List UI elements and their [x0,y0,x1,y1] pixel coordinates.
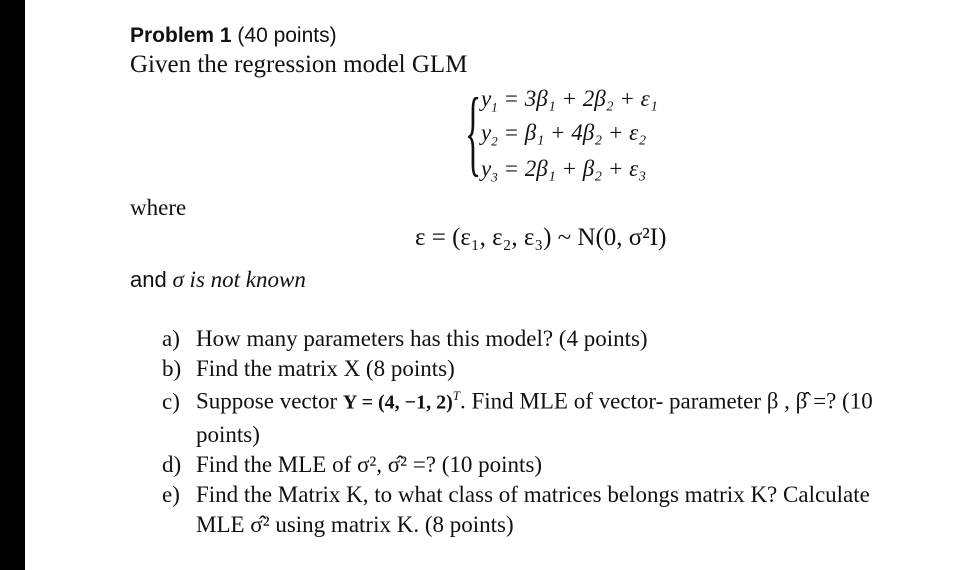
equation-system [465,80,725,192]
question-c-cont-text: points) [196,422,260,447]
question-b-label: b) [162,356,182,381]
equation-1 [481,86,658,116]
and-prefix: and [130,267,167,292]
question-e-continuation [162,512,514,538]
question-e-text: Find the Matrix K, to what class of matrices belongs matrix K? Calculate [196,482,870,507]
problem-heading: Problem 1 [130,24,232,47]
eq3-rhs: = 2β₁ + β₂ + ε₃ [503,156,647,181]
eq2-rhs: = β₁ + 4β₂ + ε₂ [503,120,647,145]
equation-3 [481,156,646,186]
question-b-text: Find the matrix X (8 points) [196,356,455,381]
eq3-sub: 3 [491,169,498,185]
eq1-sub: 1 [491,99,498,115]
sigma-note-text: σ is not known [172,267,306,292]
question-a [162,326,648,352]
eq1-lhs: y [481,86,492,111]
question-d [162,452,542,478]
eq2-lhs: y [481,120,492,145]
where-label: where [130,195,187,220]
question-a-text: How many parameters has this model? (4 points) [196,326,648,351]
question-b [162,356,455,382]
question-c-continuation [162,422,260,448]
error-distribution: ε = (ε₁, ε₂, ε₃) ~ N(0, σ²I) [415,224,667,251]
eq1-rhs: = 3β₁ + 2β₂ + ε₁ [503,86,658,111]
question-e-label: e) [162,482,180,507]
eq2-sub: 2 [491,133,498,149]
question-d-label: d) [162,452,182,477]
question-e-cont-text: MLE σ̂² using matrix K. (8 points) [196,512,514,537]
document-page [25,0,975,570]
equation-2 [481,120,646,150]
question-c-label: c) [162,388,180,414]
question-c-text-after: . Find MLE of vector- parameter β , β̂ =? (10 [459,388,873,414]
question-d-text: Find the MLE of σ², σ̂² =? (10 points) [196,452,543,477]
question-e [162,482,870,508]
question-c-text-before: Suppose vector [196,388,343,414]
question-c-vector: Y = (4, −1, 2) [342,391,453,414]
question-a-label: a) [162,326,180,351]
sigma-note [130,267,306,293]
question-c-transpose: T [452,388,460,403]
problem-points: (40 points) [237,24,337,47]
problem-intro: Given the regression model GLM [130,51,468,78]
left-brace-icon: { [465,78,482,185]
question-c [162,388,873,415]
problem-title [130,24,337,48]
eq3-lhs: y [481,156,492,181]
